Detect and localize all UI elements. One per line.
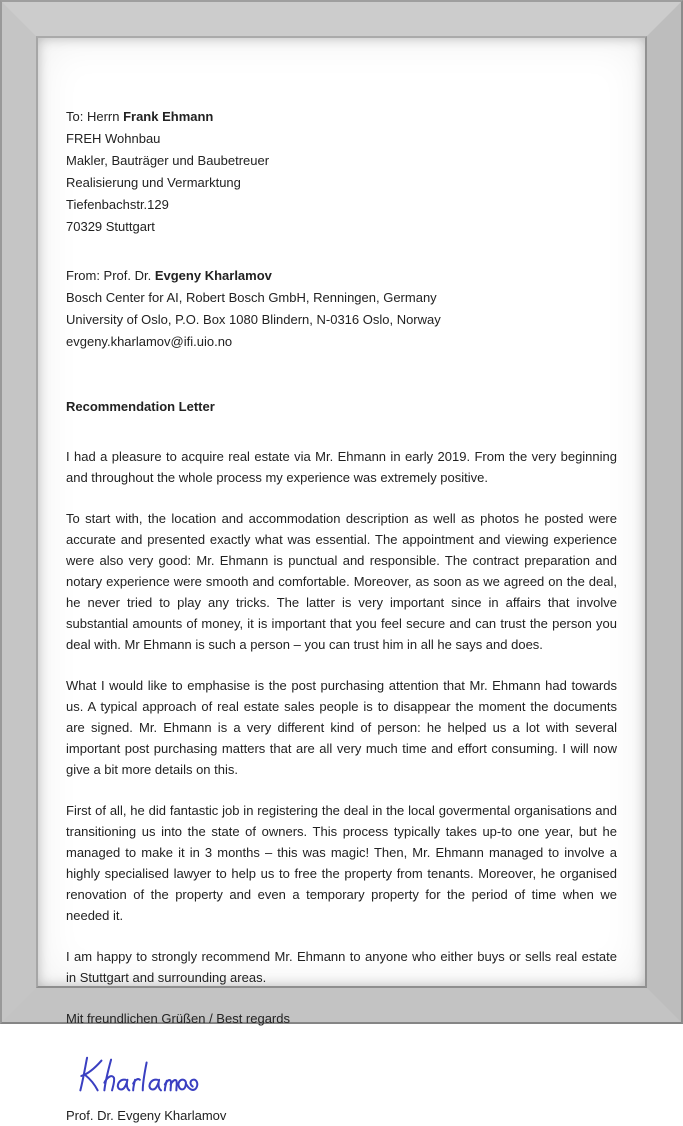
picture-frame-inner-lip <box>36 36 647 1123</box>
recipient-line: Makler, Bauträger und Baubetreuer <box>66 153 270 168</box>
recipient-line: Tiefenbachstr.129 <box>66 197 169 212</box>
sender-name-line <box>66 265 617 287</box>
handwritten-signature <box>74 1051 200 1099</box>
recipient-name-line <box>66 106 617 128</box>
typed-signature-name: Prof. Dr. Evgeny Kharlamov <box>66 1108 227 1123</box>
letter-subject: Recommendation Letter <box>66 399 215 414</box>
letter-paragraph: I am happy to strongly recommend Mr. Ehmann to anyone who either buys or sells real estate in Stuttgart and surrounding areas. <box>66 949 617 985</box>
recipient-line: FREH Wohnbau <box>66 131 161 146</box>
sender-name: Evgeny Kharlamov <box>154 268 272 283</box>
sender-email: evgeny.kharlamov@ifi.uio.no <box>66 334 233 349</box>
letter-paragraph: What I would like to emphasise is the post purchasing attention that Mr. Ehmann had towards us. A typical approach of real estate sales people is to disappear the moment the documents are signed. Mr. Ehmann is a very different kind of person: he helped us a lot with several important post purchasing matters that are all very much time and effort consuming. I will now give a bit more details on this. <box>66 678 617 777</box>
recipient-block <box>66 106 617 238</box>
letter-paragraph: First of all, he did fantastic job in registering the deal in the local govermental organisations and transitioning us into the state of owners. This process typically takes up-to one year, but he managed to make it in 3 months – this was magic! Then, Mr. Ehmann managed to involve a highly specialised lawyer to help us to free the property from tenants. Moreover, he organised renovation of the property and even a temporary property for the period of time when we needed it. <box>66 803 617 923</box>
recipient-prefix: To: Herrn <box>66 109 124 124</box>
sender-line: University of Oslo, P.O. Box 1080 Blindern, N-0316 Oslo, Norway <box>66 312 441 327</box>
sender-prefix: From: Prof. Dr. <box>66 268 155 283</box>
recipient-line: 70329 Stuttgart <box>66 219 155 234</box>
letter-paragraph: I had a pleasure to acquire real estate via Mr. Ehmann in early 2019. From the very beginning and throughout the whole process my experience was extremely positive. <box>66 449 617 485</box>
letter-paragraph: To start with, the location and accommodation description as well as photos he posted were accurate and presented exactly what was essential. The appointment and viewing experience were also very good: Mr. Ehmann is punctual and responsible. The contract preparation and notary experience were smooth and comfortable. Moreover, as soon as we agreed on the deal, he never tried to play any tricks. The latter is very important since in affairs that involve substantial amounts of money, it is important that you feel secure and can trust the person you deal with. Mr Ehmann is such a person – you can trust him in all he says and does. <box>66 511 617 652</box>
recipient-name: Frank Ehmann <box>123 109 214 124</box>
sender-line: Bosch Center for AI, Robert Bosch GmbH, Renningen, Germany <box>66 290 437 305</box>
signature-area <box>74 1051 617 1099</box>
picture-frame <box>2 2 681 1123</box>
closing-line: Mit freundlichen Grüßen / Best regards <box>66 1011 290 1026</box>
recipient-line: Realisierung und Vermarktung <box>66 175 241 190</box>
letter-page <box>38 38 645 1123</box>
sender-block <box>66 265 617 353</box>
